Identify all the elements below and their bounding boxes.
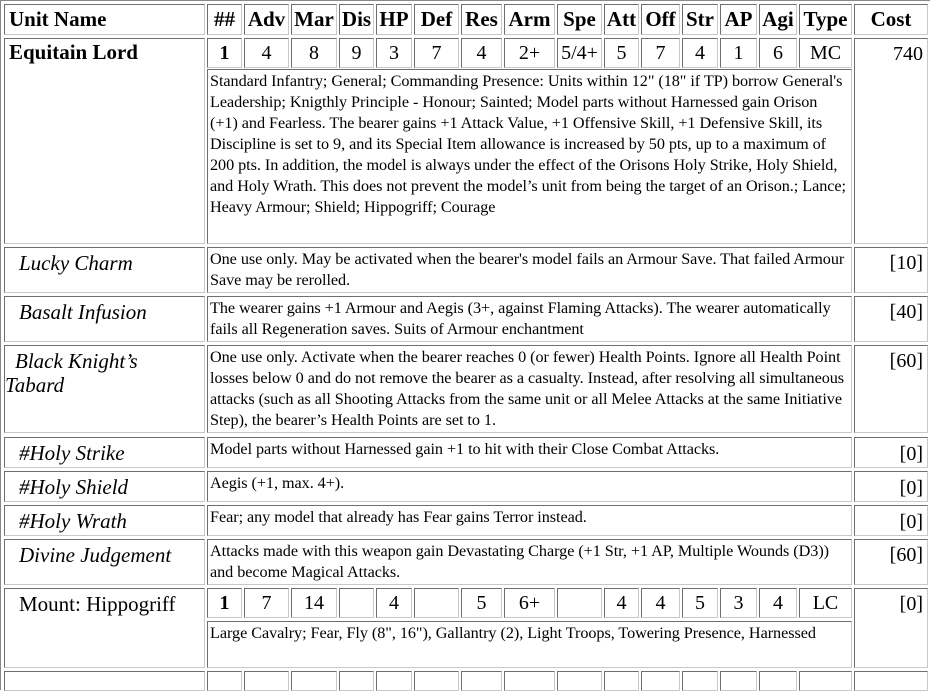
header-def: Def <box>414 4 459 35</box>
header-hp: HP <box>376 4 412 35</box>
item-name-black-knights-tabard <box>4 345 205 433</box>
mount-stat-spe <box>557 588 602 618</box>
header-spe: Spe <box>557 4 602 35</box>
next-row-cell <box>339 671 374 691</box>
mount-stat-att: 4 <box>604 588 639 618</box>
item-name-divine-judgement: Divine Judgement <box>4 539 205 585</box>
mount-stat-type: LC <box>799 588 852 618</box>
header-adv: Adv <box>244 4 289 35</box>
item-description-holy-strike: Model parts without Harnessed gain +1 to hit with their Close Combat Attacks. <box>207 437 852 468</box>
unit-stat-numnum: 1 <box>207 38 242 68</box>
unit-name: Equitain Lord <box>4 38 205 244</box>
unit-stat-type: MC <box>799 38 852 68</box>
unit-stat-adv: 4 <box>244 38 289 68</box>
unit-stat-off: 7 <box>641 38 680 68</box>
mount-stat-ap: 3 <box>720 588 757 618</box>
header-ap: AP <box>720 4 757 35</box>
item-description-holy-shield: Aegis (+1, max. 4+). <box>207 471 852 502</box>
item-name-line2: Tabard <box>5 373 65 397</box>
mount-stat-res: 5 <box>461 588 502 618</box>
mount-stat-str: 5 <box>682 588 718 618</box>
unit-stat-dis: 9 <box>339 38 374 68</box>
item-name-holy-shield: #Holy Shield <box>4 471 205 502</box>
next-row-cell <box>641 671 680 691</box>
mount-stat-off: 4 <box>641 588 680 618</box>
mount-stat-numnum: 1 <box>207 588 242 618</box>
unit-stat-def: 7 <box>414 38 459 68</box>
item-description-black-knights-tabard: One use only. Activate when the bearer reaches 0 (or fewer) Health Points. Ignore all Health Point losses below 0 and do not remove the bearer as a casualty. Instead, after resolving all simultaneous attacks (such as all Shooting Attacks from the same unit or all Melee Attacks at the same Initiative Step), the bearer’s Health Points are set to 1. <box>207 345 852 433</box>
item-cost-basalt-infusion: [40] <box>854 296 928 342</box>
item-name-basalt-infusion: Basalt Infusion <box>4 296 205 342</box>
header-unit-name: Unit Name <box>4 4 205 35</box>
next-row-cell <box>504 671 555 691</box>
header-dis: Dis <box>339 4 374 35</box>
header-att: Att <box>604 4 639 35</box>
item-description-divine-judgement: Attacks made with this weapon gain Devastating Charge (+1 Str, +1 AP, Multiple Wounds (D3)) and become Magical Attacks. <box>207 539 852 585</box>
next-row-cell <box>207 671 242 691</box>
mount-stat-agi: 4 <box>759 588 797 618</box>
header-type: Type <box>799 4 852 35</box>
item-cost-divine-judgement: [60] <box>854 539 928 585</box>
unit-stat-res: 4 <box>461 38 502 68</box>
item-name-lucky-charm: Lucky Charm <box>4 247 205 293</box>
item-cost-lucky-charm: [10] <box>854 247 928 293</box>
mount-name: Mount: Hippogriff <box>4 588 205 668</box>
next-row-cell <box>291 671 337 691</box>
unit-stat-arm: 2+ <box>504 38 555 68</box>
next-row-cell <box>799 671 852 691</box>
header-str: Str <box>682 4 718 35</box>
unit-stat-att: 5 <box>604 38 639 68</box>
header-cost: Cost <box>854 4 928 35</box>
next-row-cell <box>4 671 205 691</box>
next-row-cell <box>557 671 602 691</box>
next-row-cell <box>376 671 412 691</box>
header-mar: Mar <box>291 4 337 35</box>
header-numnum: ## <box>207 4 242 35</box>
item-cost-holy-shield: [0] <box>854 471 928 502</box>
mount-stat-def <box>414 588 459 618</box>
mount-description: Large Cavalry; Fear, Fly (8", 16"), Gallantry (2), Light Troops, Towering Presence, Harnessed <box>207 621 852 668</box>
mount-stat-mar: 14 <box>291 588 337 618</box>
unit-stat-ap: 1 <box>720 38 757 68</box>
next-row-cell <box>604 671 639 691</box>
unit-cost: 740 <box>854 38 928 244</box>
next-row-cell <box>759 671 797 691</box>
next-row-cell <box>244 671 289 691</box>
item-cost-holy-strike: [0] <box>854 437 928 468</box>
next-row-cell <box>461 671 502 691</box>
header-agi: Agi <box>759 4 797 35</box>
item-cost-holy-wrath: [0] <box>854 505 928 536</box>
header-off: Off <box>641 4 680 35</box>
unit-stat-agi: 6 <box>759 38 797 68</box>
next-row-cell <box>720 671 757 691</box>
unit-stat-str: 4 <box>682 38 718 68</box>
unit-stat-spe: 5/4+ <box>557 38 602 68</box>
item-cost-black-knights-tabard: [60] <box>854 345 928 433</box>
next-row-cell <box>854 671 928 691</box>
item-name-holy-strike: #Holy Strike <box>4 437 205 468</box>
item-name-holy-wrath: #Holy Wrath <box>4 505 205 536</box>
next-row-cell <box>414 671 459 691</box>
mount-cost: [0] <box>854 588 928 668</box>
item-name-line1: Black Knight’s <box>15 349 138 373</box>
header-res: Res <box>461 4 502 35</box>
unit-stat-hp: 3 <box>376 38 412 68</box>
mount-stat-hp: 4 <box>376 588 412 618</box>
mount-stat-dis <box>339 588 374 618</box>
unit-description: Standard Infantry; General; Commanding Presence: Units within 12" (18" if TP) borrow General's Leadership; Knigthly Principle - Honour; Sainted; Model parts without Harnessed gain Orison (+1) and Fearless. The bearer gains +1 Attack Value, +1 Offensive Skill, +1 Defensive Skill, its Discipline is set to 9, and its Special Item allowance is increased by 50 pts, up to a maximum of 200 pts. In addition, the model is always under the effect of the Orisons Holy Strike, Holy Shield, and Holy Wrath. This does not prevent the model’s unit from being the target of an Orison.; Lance; Heavy Armour; Shield; Hippogriff; Courage <box>207 69 852 244</box>
mount-stat-arm: 6+ <box>504 588 555 618</box>
header-arm: Arm <box>504 4 555 35</box>
unit-stat-mar: 8 <box>291 38 337 68</box>
mount-stat-adv: 7 <box>244 588 289 618</box>
item-description-basalt-infusion: The wearer gains +1 Armour and Aegis (3+, against Flaming Attacks). The wearer automatically fails all Regeneration saves. Suits of Armour enchantment <box>207 296 852 342</box>
item-description-holy-wrath: Fear; any model that already has Fear gains Terror instead. <box>207 505 852 536</box>
item-description-lucky-charm: One use only. May be activated when the bearer's model fails an Armour Save. That failed Armour Save may be rerolled. <box>207 247 852 293</box>
next-row-cell <box>682 671 718 691</box>
